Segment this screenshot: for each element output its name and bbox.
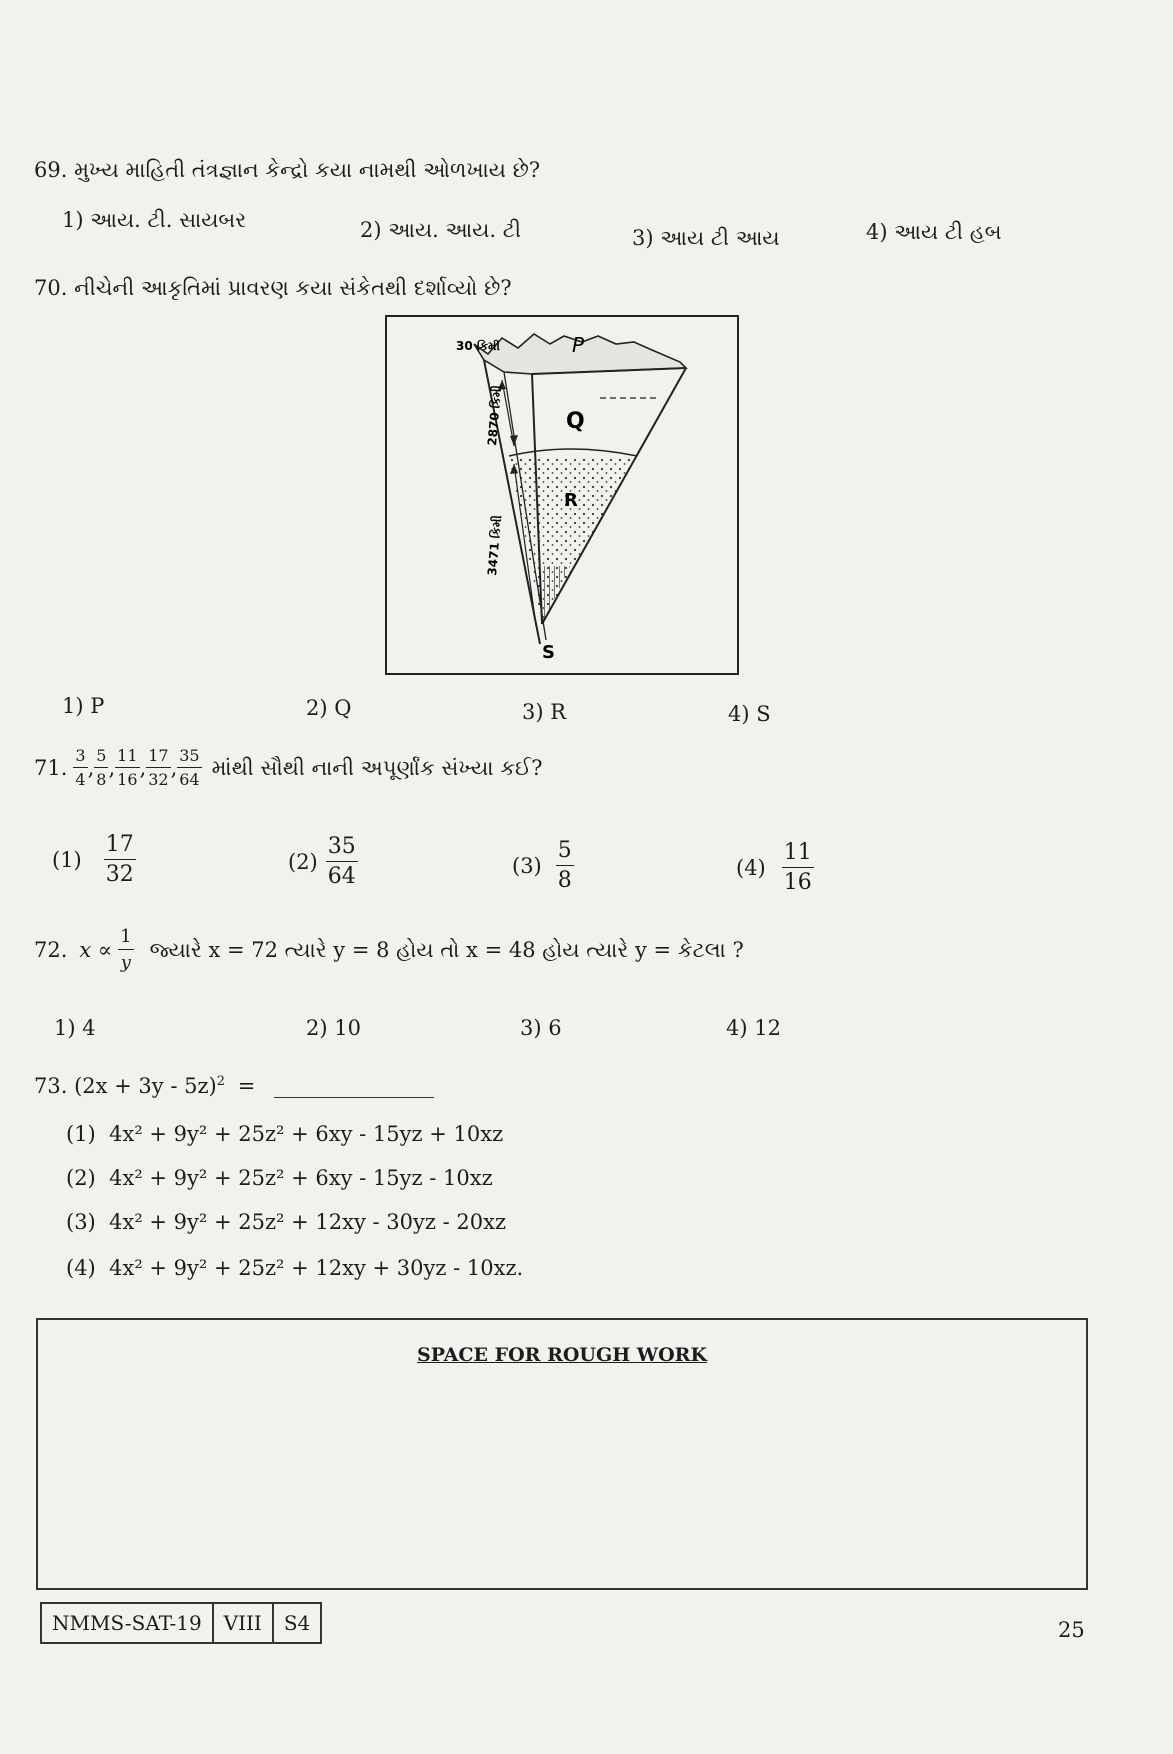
q73-option-4[interactable]: (4) 4x² + 9y² + 25z² + 12xy + 30yz - 10xz. — [66, 1256, 524, 1280]
q73-option-1[interactable]: (1) 4x² + 9y² + 25z² + 6xy - 15yz + 10xz — [66, 1122, 504, 1146]
q72-option-2[interactable]: 2) 10 — [306, 1016, 361, 1040]
q72-fraction: $\frac{1}{y}$ — [120, 926, 132, 973]
q71-option-1[interactable]: (1) $\frac{17}{32}$ — [52, 832, 134, 887]
q70-option-1[interactable]: 1) P — [62, 694, 105, 718]
q72-text: જ્યારે x = 72 ત્યારે y = 8 હોય તો x = 48 હોય ત્યારે y = કેટલા ? — [149, 937, 744, 962]
q70-text: નીચેની આકૃતિમાં પ્રાવરણ કયા સંકેતથી દર્શાવ્યો છે? — [74, 276, 512, 300]
paper-code-box — [40, 1602, 322, 1644]
q69-option-2[interactable]: 2) આય. આય. ટી — [360, 218, 521, 242]
q69-text: મુખ્ય માહિતી તંત્રજ્ઞાન કેન્દ્રો કયા નામથી ઓળખાય છે? — [74, 158, 541, 182]
q69-option-3[interactable]: 3) આય ટી આય — [632, 226, 780, 250]
q73-equals: = — [237, 1074, 256, 1098]
dim-label-core: 3471 કિમી — [485, 514, 505, 577]
q71-option-4[interactable]: (4) $\frac{11}{16}$ — [736, 840, 812, 895]
page-number: 25 — [1058, 1618, 1085, 1642]
dim-label-crust: 30 કિમી — [456, 339, 500, 353]
q73-answer-blank — [274, 1077, 434, 1098]
label-s: S — [542, 642, 555, 663]
q69-number: 69. — [34, 158, 68, 182]
q72-option-3[interactable]: 3) 6 — [520, 1016, 562, 1040]
q71-number: 71. — [34, 756, 68, 780]
q71-option-3[interactable]: (3) $\frac{5}{8}$ — [512, 838, 572, 893]
label-q: Q — [566, 409, 585, 434]
q71-text: માંથી સૌથી નાની અપૂર્ણાંક સંખ્યા કઈ? — [211, 755, 543, 780]
q72-option-1[interactable]: 1) 4 — [54, 1016, 96, 1040]
q73-exponent: 2 — [216, 1074, 226, 1089]
outer-core-region — [509, 456, 637, 624]
q70-question — [34, 276, 512, 301]
q72-option-4[interactable]: 4) 12 — [726, 1016, 781, 1040]
q71-fraction-5: $\frac{35}{64}$ — [179, 746, 200, 789]
q72-question — [34, 928, 744, 972]
q73-question — [34, 1074, 434, 1098]
q70-option-3[interactable]: 3) R — [522, 700, 567, 724]
q69-option-4[interactable]: 4) આય ટી હબ — [866, 220, 1002, 244]
dim-label-mantle: 2870 કિમી — [485, 384, 505, 447]
paper-code: NMMS-SAT-19 — [42, 1604, 214, 1642]
q70-option-2[interactable]: 2) Q — [306, 696, 352, 720]
q73-expression: (2x + 3y - 5z) — [74, 1074, 217, 1098]
paper-set: S4 — [283, 1611, 311, 1635]
label-p: P — [572, 333, 585, 357]
q72-prefix: x ∝ — [79, 938, 113, 962]
q69-question — [34, 158, 540, 183]
earth-layers-diagram — [384, 314, 740, 676]
q71-question: 71. $\frac{3}{4}$ , $\frac{5}{8}$ , $\frac{11}{16}$ , $\frac{17}{32}$ , $\frac{35}{64}$ માંથી સૌથી નાની અપૂર્ણાંક સંખ્યા કઈ? — [34, 746, 543, 789]
q73-option-2[interactable]: (2) 4x² + 9y² + 25z² + 6xy - 15yz - 10xz — [66, 1166, 493, 1190]
paper-standard: VIII — [214, 1604, 274, 1642]
q71-fraction-2: $\frac{5}{8}$ — [96, 746, 107, 789]
rough-work-title: SPACE FOR ROUGH WORK — [417, 1344, 707, 1366]
label-r: R — [564, 490, 578, 511]
q70-option-4[interactable]: 4) S — [728, 702, 771, 726]
rough-work-box — [36, 1318, 1088, 1590]
q72-number: 72. — [34, 938, 68, 962]
q71-fraction-4: $\frac{17}{32}$ — [148, 746, 169, 789]
q71-fraction-3: $\frac{11}{16}$ — [117, 746, 138, 789]
q73-option-3[interactable]: (3) 4x² + 9y² + 25z² + 12xy - 30yz - 20xz — [66, 1210, 507, 1234]
q73-number: 73. — [34, 1074, 68, 1098]
q71-option-2[interactable]: (2) $\frac{35}{64}$ — [288, 834, 356, 889]
q71-fraction-1: $\frac{3}{4}$ — [75, 746, 86, 789]
q69-option-1[interactable]: 1) આય. ટી. સાયબર — [62, 208, 247, 232]
q70-number: 70. — [34, 276, 68, 300]
